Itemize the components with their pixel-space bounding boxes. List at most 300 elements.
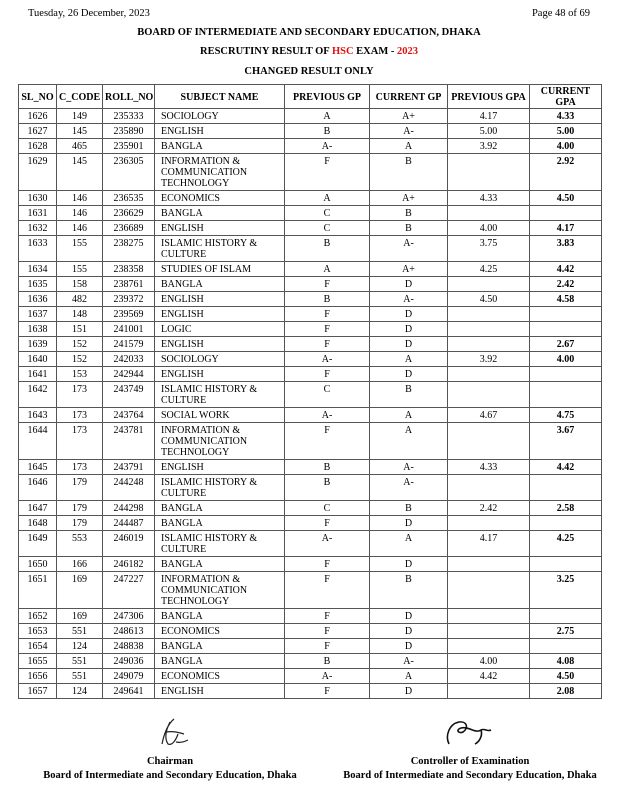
previous-gpa-cell [448,423,530,460]
previous-gp-cell: A [285,191,370,206]
c-code-cell: 155 [57,262,103,277]
roll-no-cell: 244487 [103,516,155,531]
current-gp-cell: B [370,382,448,408]
current-gpa-cell [530,516,602,531]
table-row [19,460,602,475]
c-code-cell: 179 [57,475,103,501]
subject-name-cell: ISLAMIC HISTORY & CULTURE [155,475,285,501]
previous-gp-cell: C [285,206,370,221]
sl-no-cell: 1645 [19,460,57,475]
c-code-cell: 145 [57,154,103,191]
previous-gpa-cell [448,639,530,654]
roll-no-cell: 249036 [103,654,155,669]
current-gp-cell: A+ [370,262,448,277]
current-gpa-cell: 3.25 [530,572,602,609]
subject-name-cell: ISLAMIC HISTORY & CULTURE [155,531,285,557]
current-gp-cell: A+ [370,191,448,206]
subject-name-cell: INFORMATION & COMMUNICATION TECHNOLOGY [155,154,285,191]
sl-no-cell: 1630 [19,191,57,206]
sl-no-cell: 1655 [19,654,57,669]
current-gpa-cell [530,609,602,624]
table-row [19,423,602,460]
previous-gp-cell: F [285,154,370,191]
sl-no-cell: 1652 [19,609,57,624]
sl-no-cell: 1632 [19,221,57,236]
current-gpa-cell: 2.75 [530,624,602,639]
subject-name-cell: SOCIOLOGY [155,352,285,367]
table-row [19,367,602,382]
c-code-cell: 551 [57,624,103,639]
table-header-row [19,85,602,109]
table-row [19,352,602,367]
previous-gpa-cell [448,572,530,609]
current-gpa-cell [530,322,602,337]
chairman-signature [140,716,200,748]
current-gpa-cell: 4.58 [530,292,602,307]
roll-no-cell: 244248 [103,475,155,501]
table-row [19,322,602,337]
c-code-cell: 169 [57,572,103,609]
previous-gpa-cell: 3.75 [448,236,530,262]
subject-name-cell: BANGLA [155,639,285,654]
sl-no-cell: 1641 [19,367,57,382]
subject-name-cell: SOCIAL WORK [155,408,285,423]
previous-gpa-cell: 4.17 [448,531,530,557]
c-code-cell: 146 [57,206,103,221]
subject-name-cell: ENGLISH [155,292,285,307]
previous-gp-cell: F [285,557,370,572]
roll-no-cell: 241579 [103,337,155,352]
controller-signature [435,716,505,748]
sl-no-cell: 1633 [19,236,57,262]
table-row [19,684,602,699]
table-row [19,531,602,557]
col-header: PREVIOUS GP [285,85,370,109]
subject-name-cell: ENGLISH [155,460,285,475]
current-gp-cell: B [370,572,448,609]
table-row [19,669,602,684]
table-row [19,124,602,139]
previous-gpa-cell: 4.00 [448,221,530,236]
previous-gpa-cell: 4.67 [448,408,530,423]
c-code-cell: 173 [57,408,103,423]
previous-gpa-cell: 4.33 [448,191,530,206]
previous-gp-cell: F [285,277,370,292]
previous-gp-cell: B [285,654,370,669]
c-code-cell: 173 [57,382,103,408]
previous-gpa-cell [448,307,530,322]
table-row [19,654,602,669]
current-gp-cell: D [370,307,448,322]
previous-gpa-cell [448,516,530,531]
result-prefix: RESCRUTINY RESULT OF [199,46,332,57]
previous-gpa-cell [448,337,530,352]
table-row [19,277,602,292]
previous-gpa-cell: 2.42 [448,501,530,516]
current-gp-cell: D [370,337,448,352]
sl-no-cell: 1631 [19,206,57,221]
sl-no-cell: 1642 [19,382,57,408]
roll-no-cell: 247227 [103,572,155,609]
sl-no-cell: 1637 [19,307,57,322]
c-code-cell: 551 [57,669,103,684]
current-gp-cell: A [370,139,448,154]
roll-no-cell: 244298 [103,501,155,516]
roll-no-cell: 242944 [103,367,155,382]
current-gp-cell: D [370,557,448,572]
c-code-cell: 465 [57,139,103,154]
current-gpa-cell: 4.33 [530,109,602,124]
subject-name-cell: ECONOMICS [155,624,285,639]
subject-name-cell: STUDIES OF ISLAM [155,262,285,277]
current-gpa-cell: 4.25 [530,531,602,557]
current-gpa-cell: 3.67 [530,423,602,460]
roll-no-cell: 236305 [103,154,155,191]
table-row [19,475,602,501]
previous-gp-cell: B [285,292,370,307]
chairman-org: Board of Intermediate and Secondary Education, Dhaka [43,770,297,781]
roll-no-cell: 243791 [103,460,155,475]
table-row [19,516,602,531]
sl-no-cell: 1634 [19,262,57,277]
current-gpa-cell [530,206,602,221]
roll-no-cell: 238761 [103,277,155,292]
roll-no-cell: 249641 [103,684,155,699]
previous-gp-cell: F [285,367,370,382]
current-gpa-cell: 4.08 [530,654,602,669]
col-header: CURRENT GP [370,85,448,109]
sl-no-cell: 1649 [19,531,57,557]
previous-gpa-cell: 4.42 [448,669,530,684]
subject-name-cell: ECONOMICS [155,191,285,206]
exam-name: HSC [331,46,354,57]
table-row [19,501,602,516]
current-gp-cell: D [370,322,448,337]
chairman-title: Chairman [146,756,194,767]
c-code-cell: 553 [57,531,103,557]
current-gpa-cell [530,557,602,572]
sl-no-cell: 1651 [19,572,57,609]
previous-gp-cell: A- [285,669,370,684]
previous-gp-cell: A- [285,352,370,367]
current-gp-cell: B [370,501,448,516]
roll-no-cell: 243749 [103,382,155,408]
c-code-cell: 158 [57,277,103,292]
col-header: ROLL_NO [103,85,155,109]
current-gpa-cell: 4.00 [530,352,602,367]
c-code-cell: 179 [57,516,103,531]
previous-gp-cell: B [285,475,370,501]
table-row [19,292,602,307]
roll-no-cell: 243781 [103,423,155,460]
current-gp-cell: A- [370,236,448,262]
current-gp-cell: A [370,352,448,367]
previous-gp-cell: B [285,124,370,139]
current-gp-cell: A [370,669,448,684]
subject-name-cell: LOGIC [155,322,285,337]
c-code-cell: 173 [57,423,103,460]
subject-name-cell: INFORMATION & COMMUNICATION TECHNOLOGY [155,423,285,460]
table-row [19,609,602,624]
roll-no-cell: 235333 [103,109,155,124]
current-gp-cell: A+ [370,109,448,124]
sl-no-cell: 1628 [19,139,57,154]
result-title [0,46,618,57]
current-gp-cell: A- [370,654,448,669]
current-gp-cell: D [370,609,448,624]
current-gp-cell: A [370,408,448,423]
sl-no-cell: 1639 [19,337,57,352]
roll-no-cell: 246182 [103,557,155,572]
roll-no-cell: 243764 [103,408,155,423]
subject-name-cell: INFORMATION & COMMUNICATION TECHNOLOGY [155,572,285,609]
previous-gp-cell: F [285,639,370,654]
subject-name-cell: ENGLISH [155,221,285,236]
sl-no-cell: 1636 [19,292,57,307]
previous-gp-cell: A- [285,139,370,154]
table-row [19,307,602,322]
col-header: CURRENT GPA [530,85,602,109]
previous-gp-cell: C [285,382,370,408]
previous-gp-cell: F [285,624,370,639]
previous-gp-cell: F [285,337,370,352]
result-subtitle: CHANGED RESULT ONLY [244,66,374,77]
current-gpa-cell: 4.50 [530,669,602,684]
previous-gpa-cell [448,475,530,501]
current-gpa-cell: 4.00 [530,139,602,154]
roll-no-cell: 247306 [103,609,155,624]
previous-gp-cell: F [285,609,370,624]
sl-no-cell: 1648 [19,516,57,531]
current-gp-cell: D [370,367,448,382]
col-header: PREVIOUS GPA [448,85,530,109]
subject-name-cell: BANGLA [155,516,285,531]
sl-no-cell: 1650 [19,557,57,572]
current-gp-cell: A- [370,292,448,307]
current-gp-cell: B [370,154,448,191]
roll-no-cell: 242033 [103,352,155,367]
c-code-cell: 169 [57,609,103,624]
table-row [19,624,602,639]
print-date: Tuesday, 26 December, 2023 [28,8,150,19]
subject-name-cell: BANGLA [155,609,285,624]
table-row [19,557,602,572]
previous-gp-cell: F [285,516,370,531]
roll-no-cell: 239372 [103,292,155,307]
board-title: BOARD OF INTERMEDIATE AND SECONDARY EDUCATION, DHAKA [137,27,481,38]
previous-gpa-cell: 4.33 [448,460,530,475]
previous-gpa-cell: 3.92 [448,352,530,367]
table-row [19,109,602,124]
c-code-cell: 146 [57,191,103,206]
c-code-cell: 482 [57,292,103,307]
subject-name-cell: ENGLISH [155,307,285,322]
previous-gpa-cell [448,382,530,408]
chairman-signature-block [20,716,320,781]
previous-gp-cell: F [285,684,370,699]
current-gpa-cell: 4.17 [530,221,602,236]
subject-name-cell: ENGLISH [155,124,285,139]
c-code-cell: 179 [57,501,103,516]
current-gpa-cell: 4.42 [530,460,602,475]
previous-gp-cell: F [285,307,370,322]
col-header: SL_NO [19,85,57,109]
current-gpa-cell [530,639,602,654]
current-gp-cell: B [370,206,448,221]
current-gp-cell: D [370,684,448,699]
current-gp-cell: D [370,516,448,531]
subject-name-cell: BANGLA [155,206,285,221]
previous-gpa-cell [448,624,530,639]
subject-name-cell: BANGLA [155,654,285,669]
c-code-cell: 149 [57,109,103,124]
subject-name-cell: ENGLISH [155,337,285,352]
sl-no-cell: 1635 [19,277,57,292]
previous-gpa-cell: 5.00 [448,124,530,139]
current-gpa-cell [530,475,602,501]
previous-gpa-cell [448,557,530,572]
current-gpa-cell: 2.42 [530,277,602,292]
table-row [19,206,602,221]
roll-no-cell: 241001 [103,322,155,337]
subject-name-cell: SOCIOLOGY [155,109,285,124]
previous-gpa-cell: 4.17 [448,109,530,124]
roll-no-cell: 235890 [103,124,155,139]
current-gpa-cell: 3.83 [530,236,602,262]
current-gp-cell: D [370,277,448,292]
col-header: C_CODE [57,85,103,109]
controller-signature-block [340,716,600,781]
previous-gpa-cell: 4.25 [448,262,530,277]
sl-no-cell: 1657 [19,684,57,699]
c-code-cell: 148 [57,307,103,322]
page-number: Page 48 of 69 [531,8,590,19]
c-code-cell: 152 [57,352,103,367]
subject-name-cell: BANGLA [155,557,285,572]
table-row [19,382,602,408]
current-gp-cell: A- [370,475,448,501]
previous-gpa-cell [448,277,530,292]
c-code-cell: 152 [57,337,103,352]
table-row [19,221,602,236]
table-row [19,236,602,262]
current-gp-cell: A- [370,124,448,139]
current-gpa-cell: 4.75 [530,408,602,423]
table-row [19,572,602,609]
c-code-cell: 145 [57,124,103,139]
current-gp-cell: D [370,639,448,654]
roll-no-cell: 238275 [103,236,155,262]
controller-title: Controller of Examination [410,756,530,767]
previous-gpa-cell [448,206,530,221]
c-code-cell: 124 [57,684,103,699]
previous-gpa-cell [448,609,530,624]
current-gpa-cell: 2.92 [530,154,602,191]
current-gp-cell: B [370,221,448,236]
current-gpa-cell [530,307,602,322]
sl-no-cell: 1656 [19,669,57,684]
c-code-cell: 155 [57,236,103,262]
previous-gp-cell: F [285,423,370,460]
exam-year: 2023 [397,46,418,57]
subject-name-cell: ENGLISH [155,684,285,699]
previous-gpa-cell: 4.50 [448,292,530,307]
previous-gpa-cell: 4.00 [448,654,530,669]
previous-gp-cell: B [285,236,370,262]
c-code-cell: 551 [57,654,103,669]
roll-no-cell: 238358 [103,262,155,277]
c-code-cell: 173 [57,460,103,475]
table-row [19,639,602,654]
controller-org: Board of Intermediate and Secondary Education, Dhaka [343,770,597,781]
roll-no-cell: 248838 [103,639,155,654]
sl-no-cell: 1627 [19,124,57,139]
sl-no-cell: 1640 [19,352,57,367]
table-row [19,139,602,154]
current-gpa-cell: 2.58 [530,501,602,516]
roll-no-cell: 236689 [103,221,155,236]
current-gpa-cell: 4.50 [530,191,602,206]
previous-gp-cell: F [285,572,370,609]
sl-no-cell: 1643 [19,408,57,423]
table-row [19,154,602,191]
roll-no-cell: 236629 [103,206,155,221]
subject-name-cell: ISLAMIC HISTORY & CULTURE [155,382,285,408]
roll-no-cell: 246019 [103,531,155,557]
previous-gp-cell: C [285,221,370,236]
previous-gp-cell: A [285,109,370,124]
previous-gp-cell: F [285,322,370,337]
table-row [19,262,602,277]
table-row [19,191,602,206]
sl-no-cell: 1644 [19,423,57,460]
c-code-cell: 166 [57,557,103,572]
sl-no-cell: 1647 [19,501,57,516]
sl-no-cell: 1638 [19,322,57,337]
previous-gpa-cell: 3.92 [448,139,530,154]
current-gp-cell: A- [370,460,448,475]
results-table [18,84,602,699]
current-gp-cell: A [370,423,448,460]
roll-no-cell: 235901 [103,139,155,154]
previous-gp-cell: A- [285,408,370,423]
current-gp-cell: D [370,624,448,639]
c-code-cell: 153 [57,367,103,382]
roll-no-cell: 239569 [103,307,155,322]
previous-gpa-cell [448,322,530,337]
subject-name-cell: ENGLISH [155,367,285,382]
roll-no-cell: 248613 [103,624,155,639]
subject-name-cell: ECONOMICS [155,669,285,684]
previous-gpa-cell [448,684,530,699]
current-gpa-cell: 5.00 [530,124,602,139]
previous-gp-cell: A [285,262,370,277]
table-row [19,408,602,423]
exam-mid: EXAM - [353,46,397,57]
sl-no-cell: 1653 [19,624,57,639]
col-header: SUBJECT NAME [155,85,285,109]
current-gpa-cell [530,367,602,382]
c-code-cell: 146 [57,221,103,236]
current-gpa-cell: 2.08 [530,684,602,699]
subject-name-cell: BANGLA [155,277,285,292]
current-gp-cell: A [370,531,448,557]
sl-no-cell: 1626 [19,109,57,124]
subject-name-cell: BANGLA [155,139,285,154]
previous-gpa-cell [448,367,530,382]
current-gpa-cell: 2.67 [530,337,602,352]
previous-gp-cell: A- [285,531,370,557]
